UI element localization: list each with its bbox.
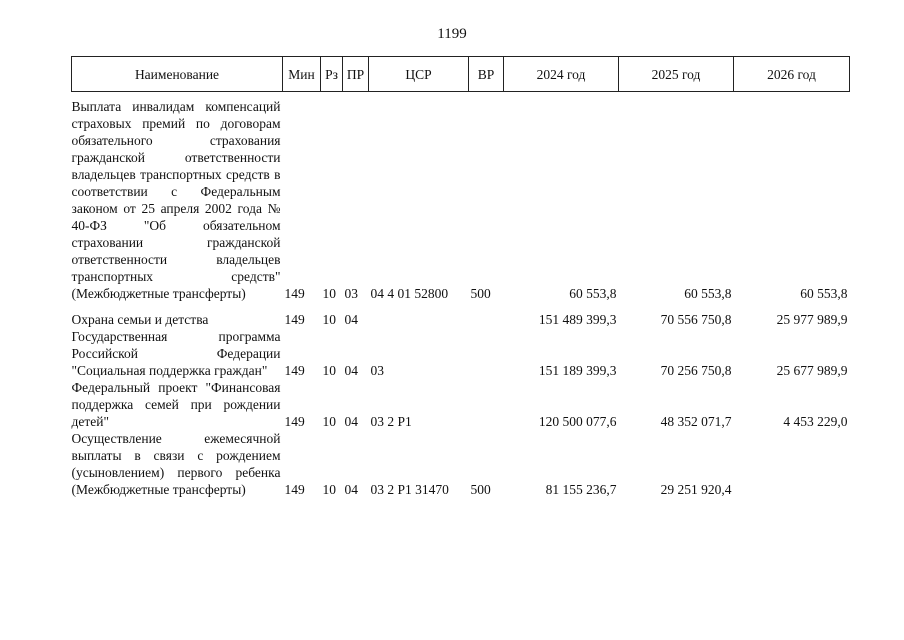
row-min: 149	[284, 482, 305, 497]
table-row	[72, 328, 850, 379]
row-2026	[734, 430, 850, 498]
row-rz: 10	[322, 286, 336, 301]
header-2025: 2025 год	[619, 57, 734, 92]
row-2025: 60 553,8	[684, 286, 732, 301]
row-min: 149	[284, 363, 305, 378]
row-vr: 500	[470, 286, 491, 301]
row-2026: 4 453 229,0	[783, 414, 848, 429]
row-csr: 03 2 P1	[370, 414, 412, 429]
row-2025: 70 556 750,8	[660, 312, 732, 327]
row-name: Государственная программа Российской Федерации "Социальная поддержка граждан"	[71, 329, 281, 378]
row-csr: 03	[370, 363, 384, 378]
row-csr	[369, 302, 469, 328]
row-2024: 151 489 399,3	[538, 312, 617, 327]
row-2024: 60 553,8	[569, 286, 617, 301]
table-row	[72, 430, 850, 498]
row-pr: 04	[344, 482, 358, 497]
row-vr	[469, 379, 504, 430]
row-2025: 48 352 071,7	[660, 414, 732, 429]
row-csr: 03 2 P1 31470	[370, 482, 449, 497]
row-2026: 25 977 989,9	[776, 312, 848, 327]
table-row	[72, 92, 850, 303]
row-min: 149	[284, 312, 305, 327]
header-2026: 2026 год	[734, 57, 850, 92]
row-name: Выплата инвалидам компенсаций страховых премий по договорам обязательного страхования гражданской ответственности владельцев транспортных средств в соответствии с Федеральным законом от 25 апреля 2002 года № 40-ФЗ "Об обязательном страховании гражданской ответственности владельцев транспортных средств" (Межбюджетные трансферты)	[71, 99, 281, 301]
row-name: Осуществление ежемесячной выплаты в связи с рождением (усыновлением) первого ребенка (Межбюджетные трансферты)	[71, 431, 281, 497]
header-vr: ВР	[469, 57, 504, 92]
header-csr: ЦСР	[369, 57, 469, 92]
row-pr: 04	[344, 363, 358, 378]
row-2024: 81 155 236,7	[545, 482, 617, 497]
row-rz: 10	[322, 414, 336, 429]
row-2024: 120 500 077,6	[538, 414, 617, 429]
row-name: Охрана семьи и детства	[71, 312, 209, 327]
header-rz: Рз	[321, 57, 343, 92]
row-pr: 03	[344, 286, 358, 301]
row-vr	[469, 302, 504, 328]
row-rz: 10	[322, 363, 336, 378]
row-csr: 04 4 01 52800	[370, 286, 449, 301]
row-2026: 60 553,8	[800, 286, 848, 301]
row-2024: 151 189 399,3	[538, 363, 617, 378]
table-row	[72, 302, 850, 328]
row-vr	[469, 328, 504, 379]
row-min: 149	[284, 414, 305, 429]
row-min: 149	[284, 286, 305, 301]
page-number: 1199	[437, 26, 467, 42]
row-vr: 500	[470, 482, 491, 497]
row-2025: 29 251 920,4	[660, 482, 732, 497]
row-pr: 04	[344, 312, 358, 327]
row-rz: 10	[322, 312, 336, 327]
header-pr: ПР	[343, 57, 369, 92]
row-2025: 70 256 750,8	[660, 363, 732, 378]
header-name: Наименование	[72, 57, 283, 92]
row-2026: 25 677 989,9	[776, 363, 848, 378]
row-rz: 10	[322, 482, 336, 497]
header-2024: 2024 год	[504, 57, 619, 92]
budget-table	[71, 56, 850, 498]
table-header	[72, 57, 850, 92]
row-pr: 04	[344, 414, 358, 429]
row-name: Федеральный проект "Финансовая поддержка семей при рождении детей"	[71, 380, 281, 429]
table-row	[72, 379, 850, 430]
header-min: Мин	[283, 57, 321, 92]
table-body	[72, 92, 850, 499]
